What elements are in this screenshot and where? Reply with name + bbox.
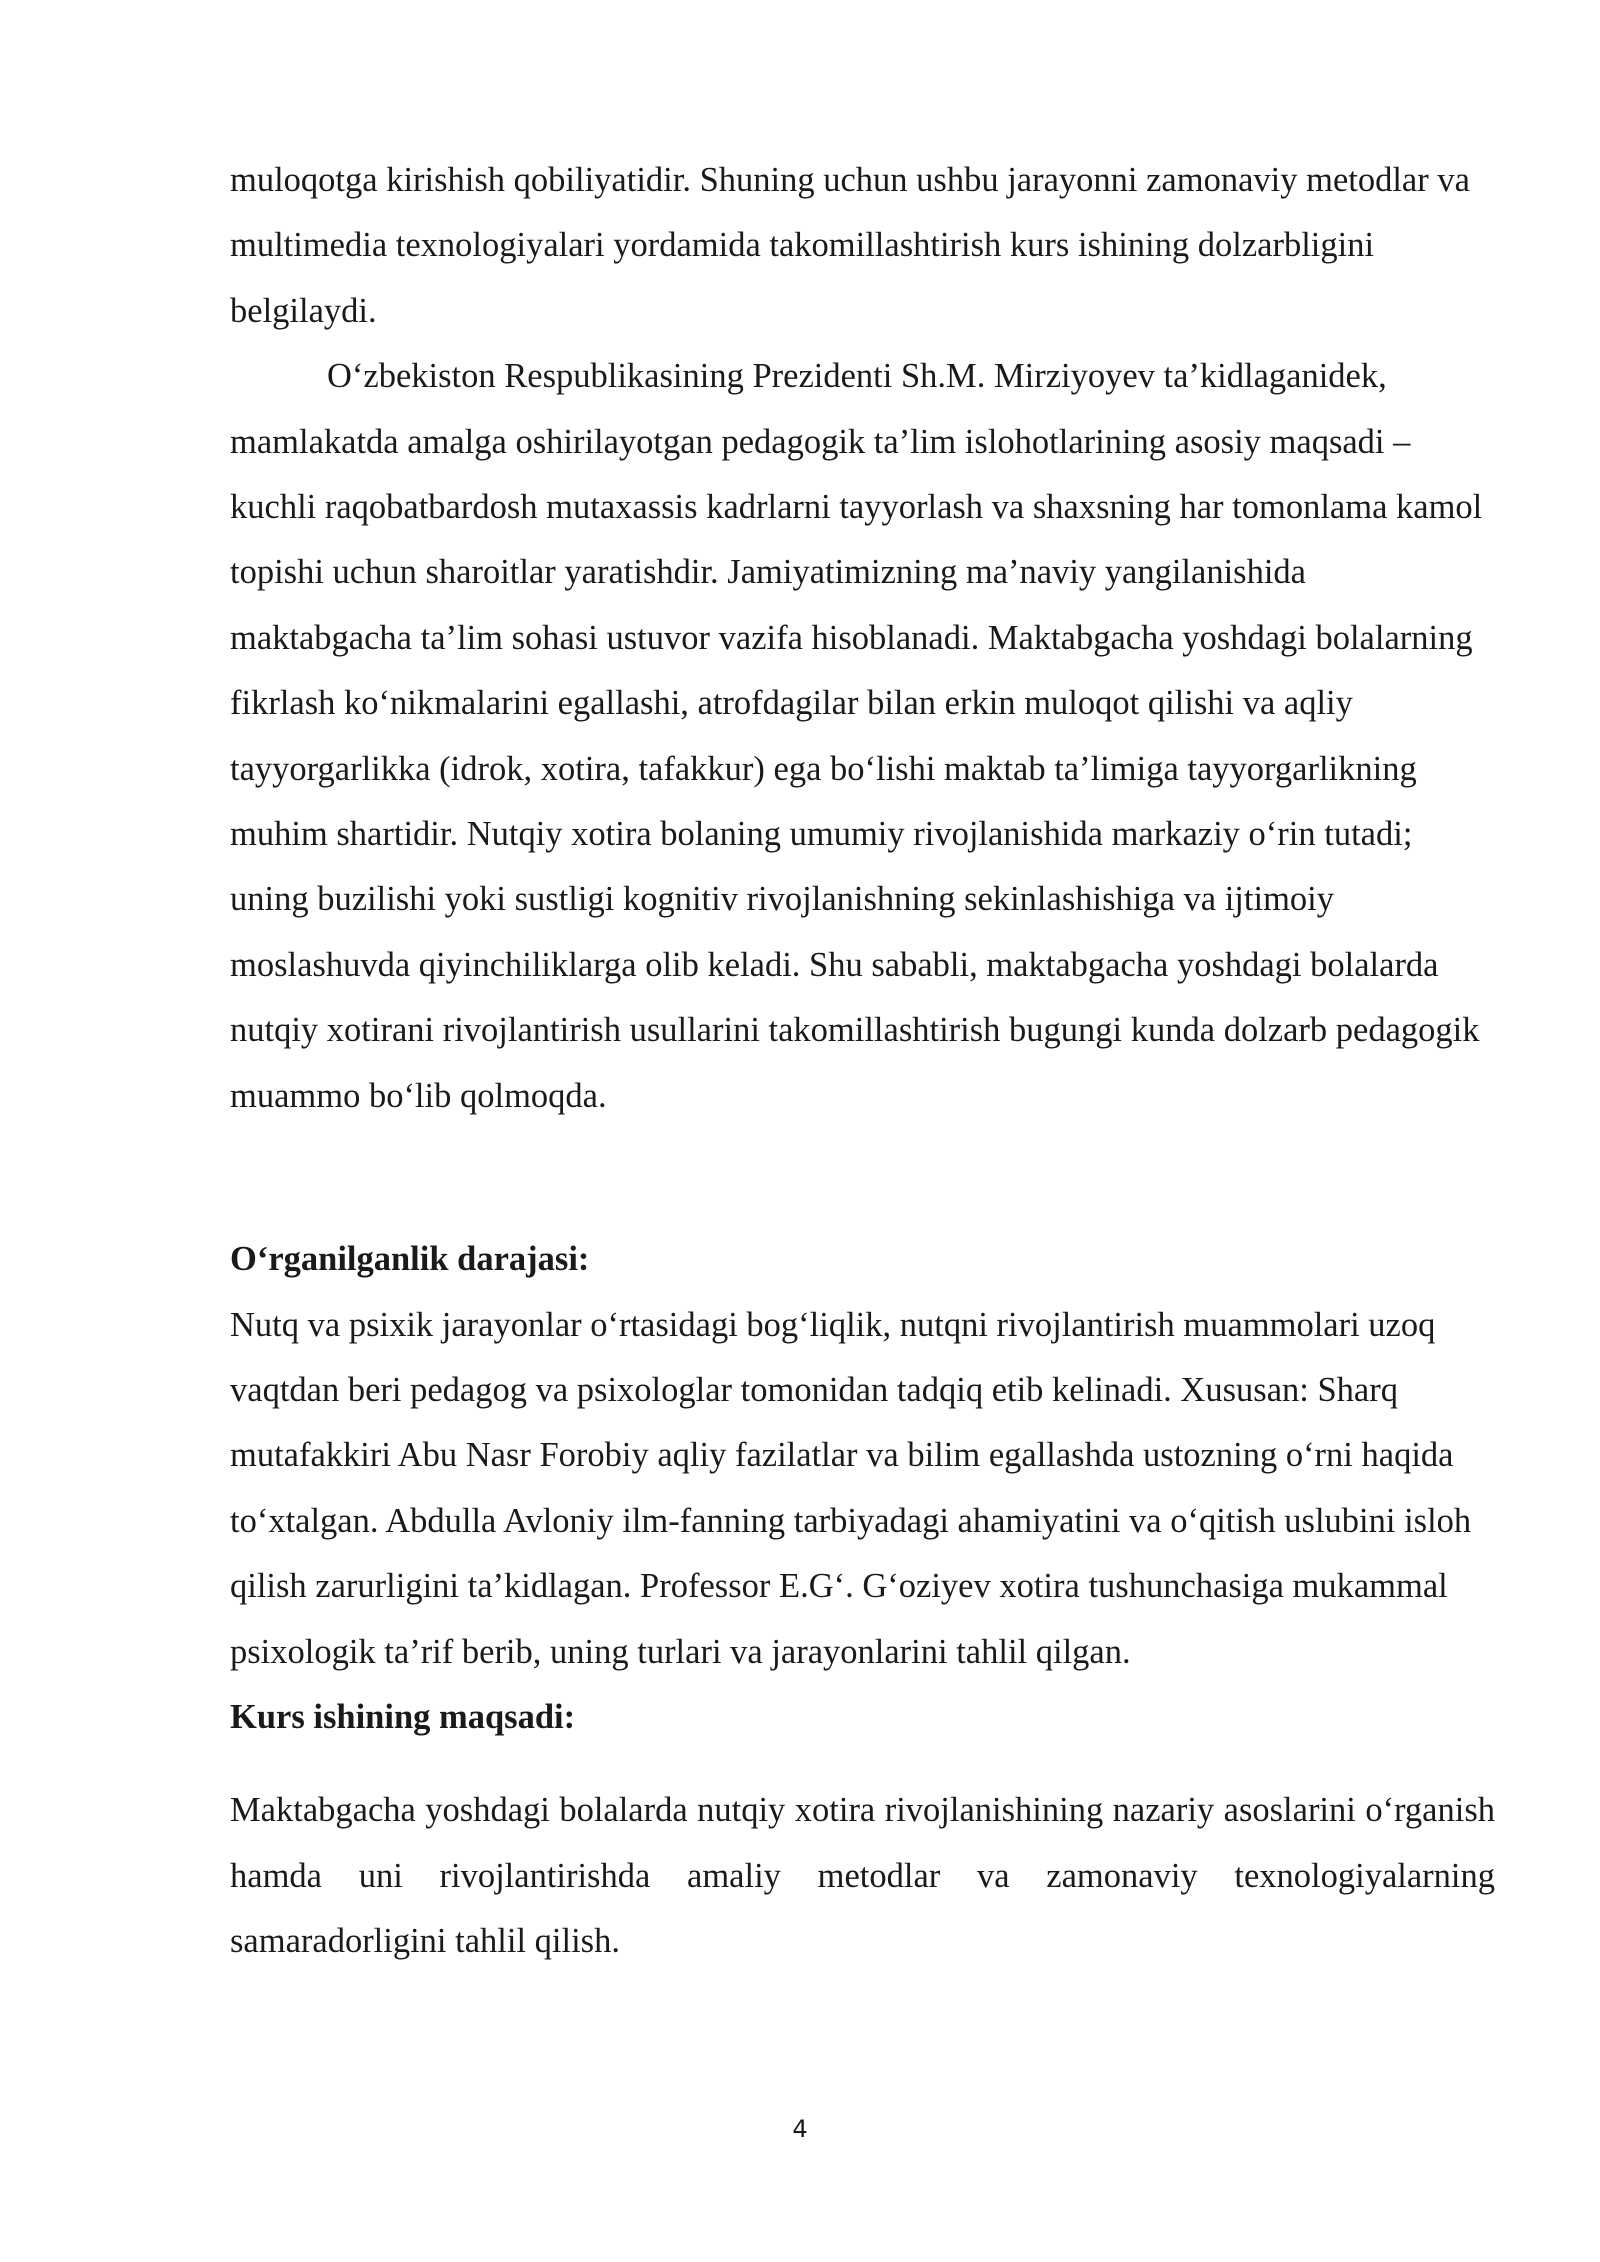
paragraph-president-quote: O‘zbekiston Respublikasining Prezidenti Sh.M. Mirziyoyev ta’kidlaganidek, mamlakatda amalga oshirilayotgan pedagogik ta’lim islohotlarining asosiy maqsadi – kuchli raqobatbardosh mutaxassis kadrlarni tayyorlash va shaxsning har tomonlama kamol topishi uchun sharoitlar yaratishdir. Jamiyatimizning ma’naviy yangilanishida maktabgacha ta’lim sohasi ustuvor vazifa hisoblanadi. Maktabgacha yoshdagi bolalarning fikrlash ko‘nikmalarini egallashi, atrofdagilar bilan erkin muloqot qilishi va aqliy tayyorgarlikka (idrok, xotira, tafakkur) ega bo‘lishi maktab ta’limiga tayyorgarlikning muhim shartidir. Nutqiy xotira bolaning umumiy rivojlanishida markaziy o‘rin tutadi; uning buzilishi yoki sustligi kognitiv rivojlanishning sekinlashishiga va ijtimoiy moslashuvda qiyinchiliklarga olib keladi. Shu sababli, maktabgacha yoshdagi bolalarda nutqiy xotirani rivojlantirish usullarini takomillashtirish bugungi kunda dolzarb pedagogik muammo bo‘lib qolmoqda. bbox=[230, 357, 1483, 1115]
section-spacer bbox=[230, 1129, 1495, 1227]
page-content bbox=[230, 148, 1495, 1975]
paragraph-continuation: muloqotga kirishish qobiliyatidir. Shuning uchun ushbu jarayonni zamonaviy metodlar va multimedia texnologiyalari yordamida takomillashtirish kurs ishining dolzarbligini belgilaydi. bbox=[230, 161, 1470, 330]
heading-course-goal: Kurs ishining maqsadi: bbox=[230, 1697, 576, 1736]
heading-spacer bbox=[230, 1750, 1495, 1778]
paragraph-course-goal: Maktabgacha yoshdagi bolalarda nutqiy xotira rivojlanishining nazariy asoslarini o‘rganish hamda uni rivojlantirishda amaliy metodlar va zamonaviy texnologiyalarning samaradorligini tahlil qilish. bbox=[230, 1791, 1495, 1961]
paragraph-study-level: Nutq va psixik jarayonlar o‘rtasidagi bog‘liqlik, nutqni rivojlantirish muammolari uzoq vaqtdan beri pedagog va psixologlar tomonidan tadqiq etib kelinadi. Xususan: Sharq mutafakkiri Abu Nasr Forobiy aqliy fazilatlar va bilim egallashda ustozning o‘rni haqida to‘xtalgan. Abdulla Avloniy ilm-fanning tarbiyadagi ahamiyatini va o‘qitish uslubini isloh qilish zarurligini ta’kidlagan. Professor E.G‘. G‘oziyev xotira tushunchasiga mukammal psixologik ta’rif berib, uning turlari va jarayonlarini tahlil qilgan. bbox=[230, 1305, 1472, 1671]
page-number: 4 bbox=[792, 2115, 808, 2143]
heading-study-level: O‘rganilganlik darajasi: bbox=[230, 1240, 590, 1279]
